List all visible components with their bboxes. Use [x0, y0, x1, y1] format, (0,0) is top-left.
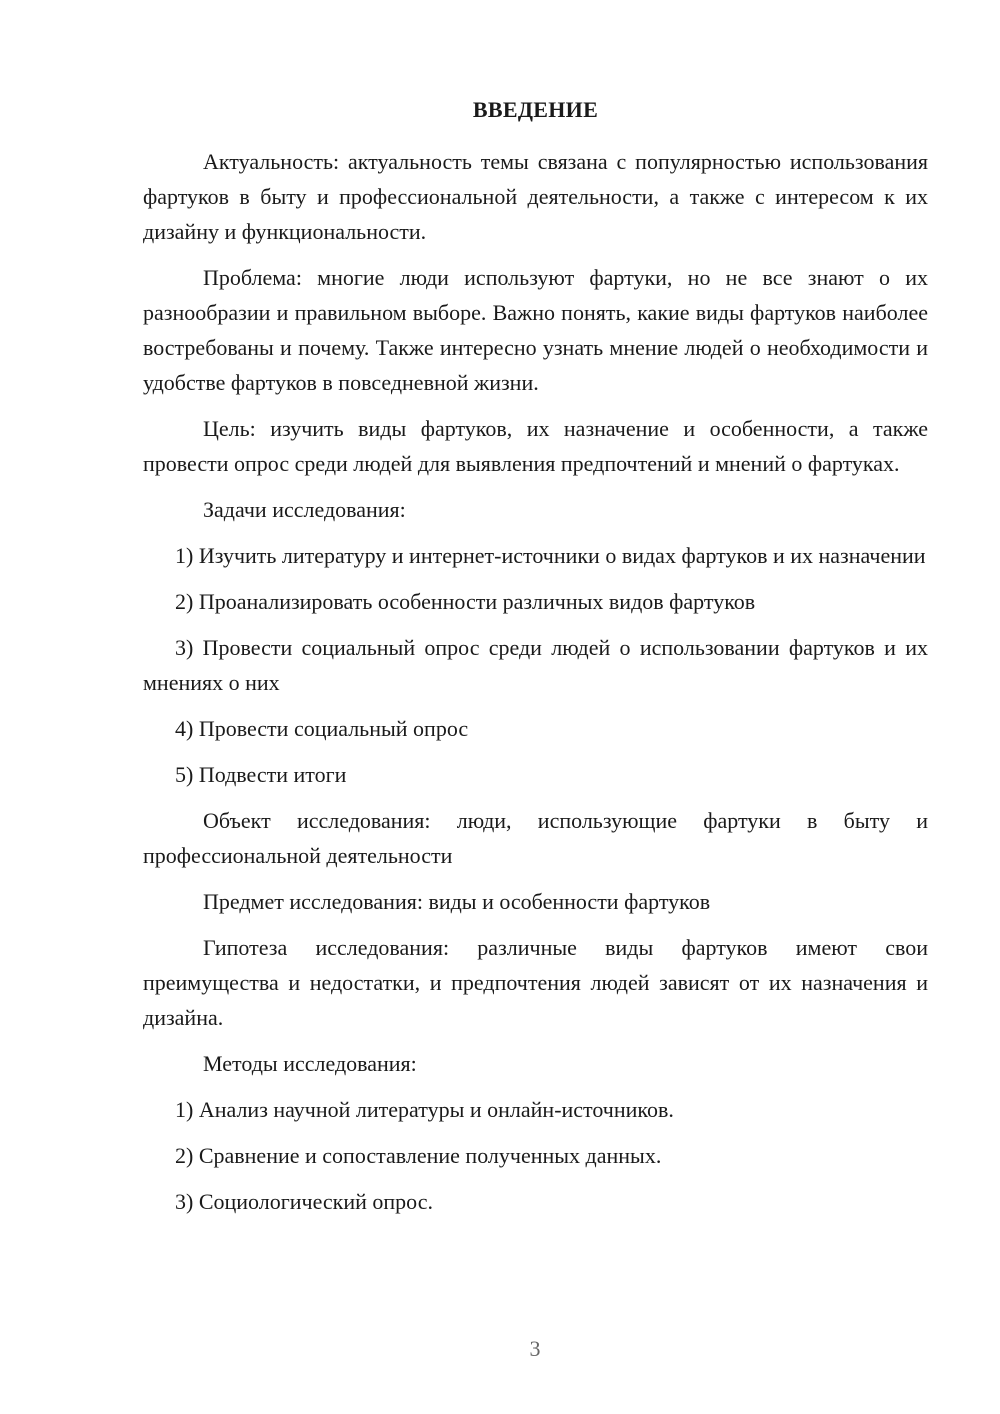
page-number: 3 [529, 1336, 541, 1361]
paragraph-problem: Проблема: многие люди используют фартуки, но не все знают о их разнообразии и правильном выборе. Важно понять, какие виды фартуков наиболее востребованы и почему. Также интересно узнать мнение людей о необходимости и удобстве фартуков в повседневной жизни. [143, 265, 928, 395]
paragraph-subject: Предмет исследования: виды и особенности фартуков [203, 889, 711, 914]
section-title: ВВЕДЕНИЕ [472, 97, 599, 122]
paragraph-hypothesis: Гипотеза исследования: различные виды фартуков имеют свои преимущества и недостатки, и предпочтения людей зависят от их назначения и дизайна. [143, 935, 928, 1030]
paragraph-object: Объект исследования: люди, использующие фартуки в быту и профессиональной деятельности [143, 808, 928, 868]
paragraph-relevance: Актуальность: актуальность темы связана с популярностью использования фартуков в быту и профессиональной деятельности, а также с интересом к их дизайну и функциональности. [143, 149, 928, 244]
paragraph-goal: Цель: изучить виды фартуков, их назначение и особенности, а также провести опрос среди людей для выявления предпочтений и мнений о фартуках. [143, 416, 928, 476]
list-item-task-4: 4) Провести социальный опрос [175, 716, 469, 741]
list-item-method-3: 3) Социологический опрос. [175, 1189, 433, 1214]
list-item-task-3: 3) Провести социальный опрос среди людей о использовании фартуков и их мнениях о них [143, 635, 928, 695]
paragraph-tasks-heading: Задачи исследования: [203, 497, 406, 522]
list-item-task-2: 2) Проанализировать особенности различных видов фартуков [175, 589, 756, 614]
list-item-method-1: 1) Анализ научной литературы и онлайн-источников. [175, 1097, 674, 1122]
document-page [143, 96, 928, 1230]
list-item-method-2: 2) Сравнение и сопоставление полученных данных. [175, 1143, 662, 1168]
list-item-task-1: 1) Изучить литературу и интернет-источники о видах фартуков и их назначении [175, 543, 926, 568]
list-item-task-5: 5) Подвести итоги [175, 762, 347, 787]
paragraph-methods-heading: Методы исследования: [203, 1051, 417, 1076]
